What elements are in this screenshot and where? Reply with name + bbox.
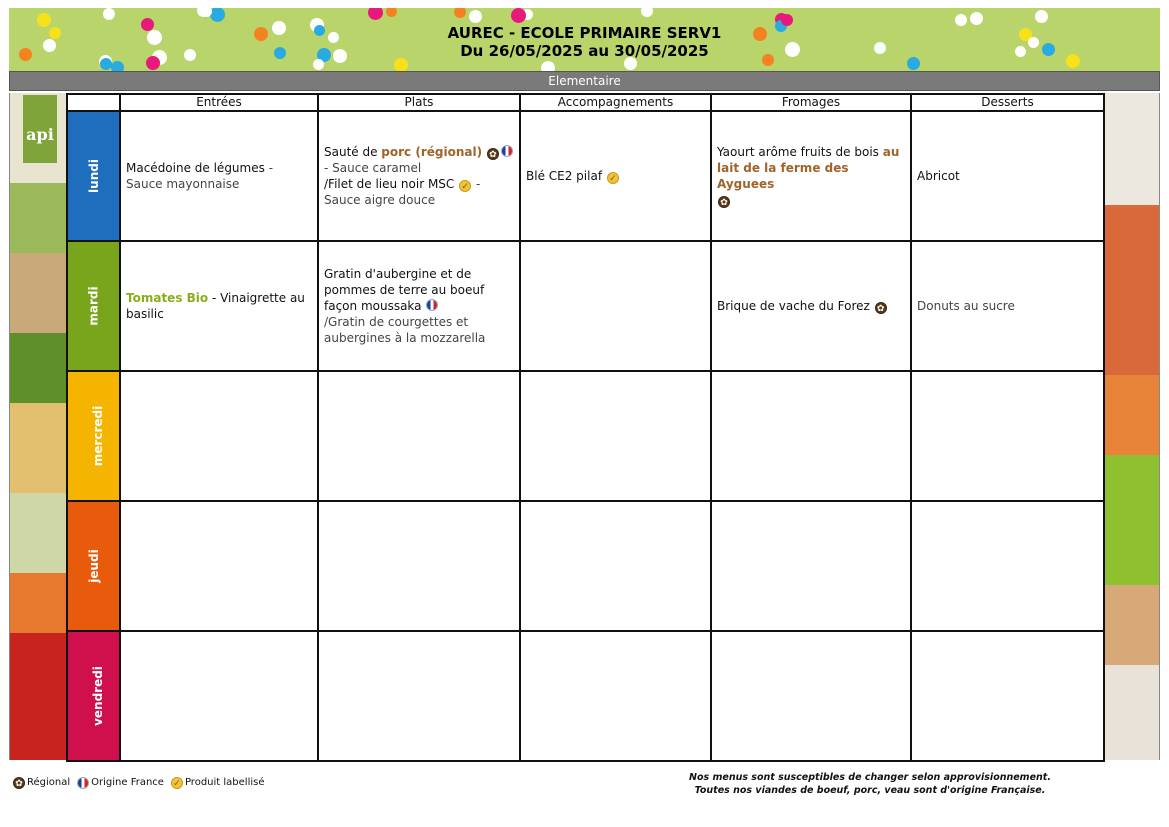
day-row-jeudi [67,501,1104,631]
cell-jeudi-entrees [120,501,318,631]
legend-regional-label: Régional [27,777,71,788]
footnote-line-1: Nos menus sont susceptibles de changer selon approvisionnement. [689,772,1051,783]
cell-vendredi-desserts [911,631,1104,761]
produit-labellise-icon: ✓ [607,172,619,184]
confetti-dot [511,8,526,23]
api-logo-text: api [26,125,54,144]
cell-jeudi-fromages [711,501,911,631]
cell-jeudi-accompagnements [520,501,711,631]
confetti-dot [313,59,324,70]
produit-labellise-icon: ✓ [459,180,471,192]
column-header-desserts: Desserts [911,94,1104,111]
cell-mercredi-plats [318,371,520,501]
regional-icon: ✿ [13,777,25,789]
regional-icon: ✿ [487,148,499,160]
column-header-plats: Plats [318,94,520,111]
right-decoration-strip [1103,93,1160,760]
footnote-line-2: Toutes nos viandes de boeuf, porc, veau sont d'origine Française. [694,785,1046,796]
legend-france-label: Origine France [91,777,164,788]
origine-france-icon [77,777,89,789]
confetti-dot [103,8,115,20]
confetti-dot [641,8,653,17]
day-label-mardi: mardi [67,241,120,371]
left-decoration-strip [9,93,66,760]
day-label-vendredi: vendredi [67,631,120,761]
confetti-dot [1035,10,1048,23]
corner-cell [67,94,120,111]
confetti-dot [541,61,555,71]
legend-france [76,776,164,790]
cell-vendredi-fromages [711,631,911,761]
confetti-dot [368,8,383,20]
cell-mercredi-desserts [911,371,1104,501]
day-label-jeudi: jeudi [67,501,120,631]
header-banner [9,8,1160,71]
date-range: Du 26/05/2025 au 30/05/2025 [460,42,709,60]
page-title: AUREC - ECOLE PRIMAIRE SERV1 [447,24,722,42]
cell-vendredi-plats [318,631,520,761]
menu-grid [66,93,1103,760]
produit-labellise-icon: ✓ [171,777,183,789]
cell-mercredi-entrees [120,371,318,501]
cell-lundi-fromages: Yaourt arôme fruits de bois au lait de la ferme des Ayguees ✿ [711,111,911,241]
cell-lundi-entrees: Macédoine de légumes - Sauce mayonnaise [120,111,318,241]
origine-france-icon [501,145,513,157]
column-header-fromages: Fromages [711,94,911,111]
origine-france-icon [426,299,438,311]
cell-jeudi-plats [318,501,520,631]
legend-label [170,776,265,790]
confetti-dot [111,61,124,71]
cell-mardi-desserts: Donuts au sucre [911,241,1104,371]
cell-mercredi-fromages [711,371,911,501]
regional-icon: ✿ [875,302,887,314]
confetti-dot [454,8,466,18]
cell-vendredi-accompagnements [520,631,711,761]
level-bar: Elementaire [9,71,1160,91]
cell-lundi-plats: Sauté de porc (régional) ✿ - Sauce caramel /Filet de lieu noir MSC ✓ - Sauce aigre douce [318,111,520,241]
cell-vendredi-entrees [120,631,318,761]
day-row-lundi [67,111,1104,241]
cell-lundi-accompagnements: Blé CE2 pilaf ✓ [520,111,711,241]
cell-jeudi-desserts [911,501,1104,631]
cell-mercredi-accompagnements [520,371,711,501]
legend-regional [12,776,70,790]
day-label-lundi: lundi [67,111,120,241]
confetti-dot [210,8,225,22]
cell-mardi-accompagnements [520,241,711,371]
menu-table [66,93,1105,762]
legend [12,776,266,790]
cell-mardi-entrees: Tomates Bio - Vinaigrette au basilic [120,241,318,371]
cell-lundi-desserts: Abricot [911,111,1104,241]
api-logo [23,95,57,163]
cell-mardi-plats: Gratin d'aubergine et de pommes de terre au boeuf façon moussaka /Gratin de courgettes et aubergines à la mozzarella [318,241,520,371]
day-row-mardi [67,241,1104,371]
footnotes [680,771,1060,797]
confetti-dot [386,8,397,17]
column-header-accompagnements: Accompagnements [520,94,711,111]
column-header-row [67,94,1104,111]
title-block [9,24,1160,60]
cell-mardi-fromages: Brique de vache du Forez ✿ [711,241,911,371]
column-header-entrees: Entrées [120,94,318,111]
confetti-dot [469,10,482,23]
regional-icon: ✿ [718,196,730,208]
day-row-vendredi [67,631,1104,761]
day-row-mercredi [67,371,1104,501]
day-label-mercredi: mercredi [67,371,120,501]
legend-label-text: Produit labellisé [184,777,265,788]
